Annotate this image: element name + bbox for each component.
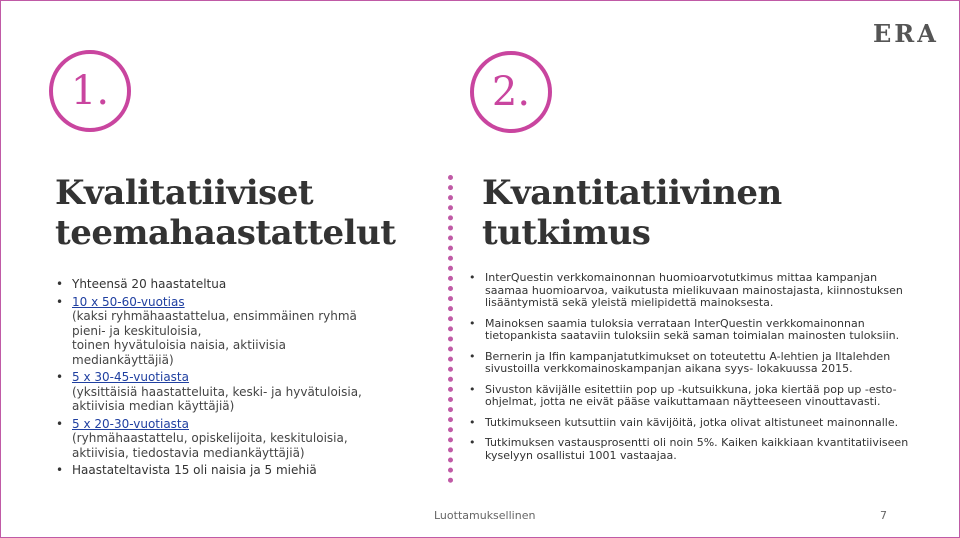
left-item-lead-link[interactable]: • 5 x 20-30-vuotiasta [72,416,189,431]
left-item-detail: (ryhmähaastattelu, opiskelijoita, keskituloisia, aktiivisia, tiedostavia mediankäyttäjiä) [72,431,348,460]
left-list-item [56,277,436,292]
left-item-detail: (kaksi ryhmähaastattelua, ensimmäinen ryhmä pieni- ja keskituloisia, toinen hyvätuloisia naisia, aktiivisia mediankäyttäjiä) [72,309,357,367]
left-item-lead: • Haastateltavista 15 oli naisia ja 5 miehiä [72,463,317,477]
right-item-text: Mainoksen saamia tuloksia verrataan InterQuestin verkkomainonnan tietopankista saataviin tuloksiin sekä saman toimialan mainosten tuloksiin. [485,316,900,342]
column-divider [448,175,453,483]
left-item-detail: (yksittäisiä haastatteluita, keski- ja hyvätuloisia, aktiivisia median käyttäjiä) [72,384,362,413]
left-item-lead-link[interactable]: • 5 x 30-45-vuotiasta [72,370,189,384]
number-badge-2: 2. [470,51,552,133]
left-list-item [56,295,436,368]
right-list-item [469,351,931,376]
left-list-item [56,417,436,461]
right-list-item [469,384,931,409]
right-title: Kvantitatiivinen tutkimus [482,173,782,253]
right-bullet-list [469,272,931,470]
left-list-item [56,370,436,414]
page-number: 7 [880,509,887,522]
right-list-item [469,272,931,310]
right-item-text: Sivuston kävijälle esitettiin pop up -kutsuikkuna, joka kiertää pop up -esto- ohjelmat, jotta ne eivät pääse vaikuttamaan näytteeseen vinouttavasti. [485,382,897,408]
footer-label: Luottamuksellinen [434,509,536,522]
left-item-lead: • Yhteensä 20 haastateltua [72,277,227,291]
right-list-item [469,318,931,343]
left-bullet-list [56,277,436,481]
left-title: Kvalitatiiviset teemahaastattelut [55,173,396,253]
left-item-lead-link[interactable]: • 10 x 50-60-vuotias [72,294,185,309]
number-badge-1: 1. [49,50,131,132]
left-list-item [56,463,436,478]
right-item-text: InterQuestin verkkomainonnan huomioarvotutkimus mittaa kampanjan saamaa huomioarvoa, vaikutusta mielikuvaan mainostajasta, kiinnostuksen lisääntymistä sekä yleistä mielipidettä mainoksesta. [485,271,903,309]
right-item-text: Bernerin ja Ifin kampanjatutkimukset on toteutettu A-lehtien ja Iltalehden sivustoilla verkkomainoskampanjan aikana syys- lokakuussa 2015. [485,349,891,375]
right-item-text: Tutkimuksen vastausprosentti oli noin 5%. Kaiken kaikkiaan kvantitatiiviseen kyselyyn osallistui 1001 vastaajaa. [485,436,909,462]
right-list-item [469,417,931,430]
right-list-item [469,437,931,462]
right-item-text: Tutkimukseen kutsuttiin vain kävijöitä, jotka olivat altistuneet mainonnalle. [485,415,899,429]
era-logo: ERA [873,19,939,48]
